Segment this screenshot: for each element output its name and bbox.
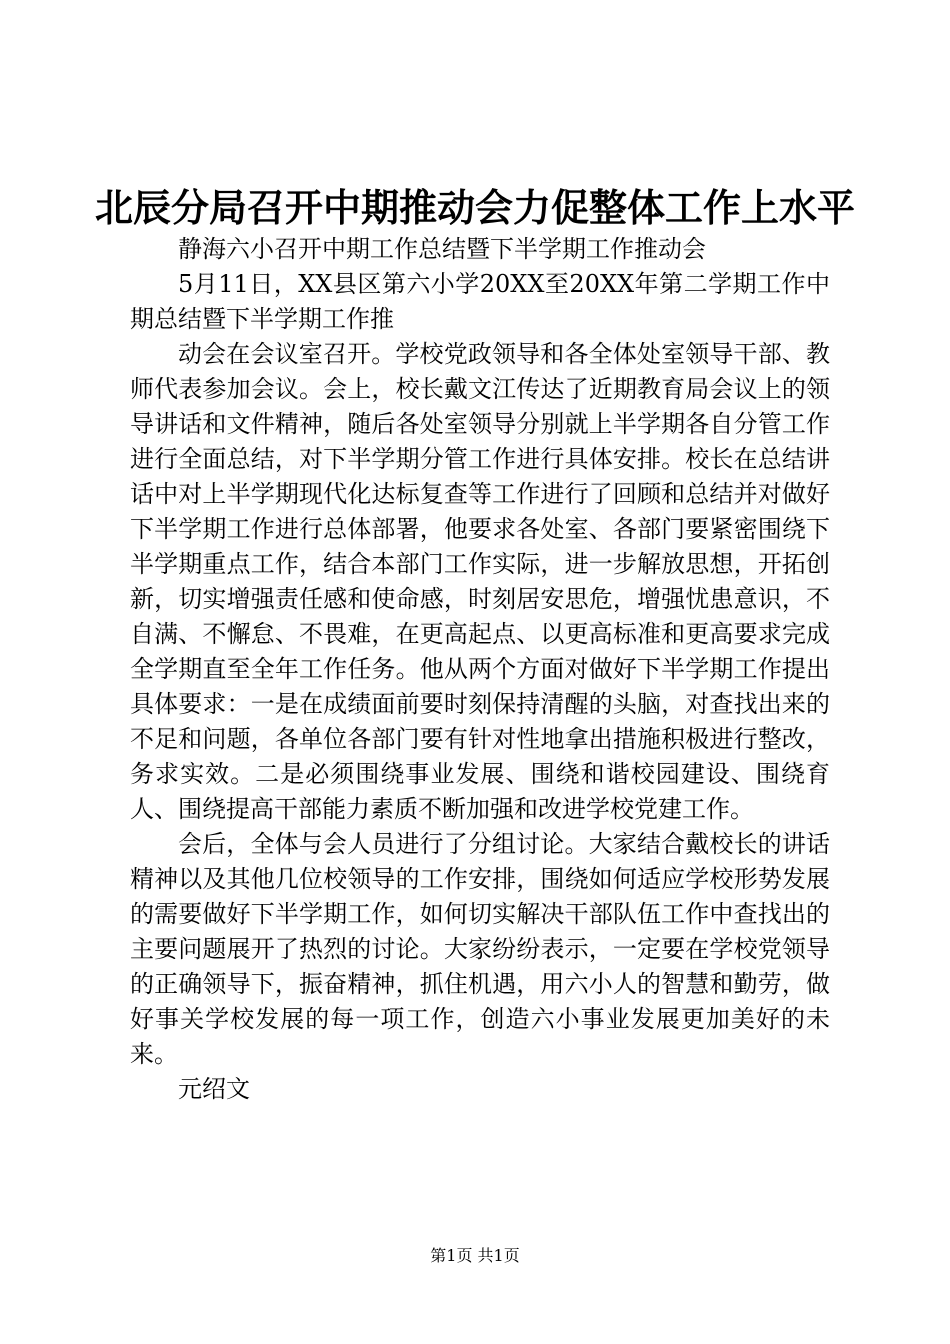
paragraph-discussion: 会后，全体与会人员进行了分组讨论。大家结合戴校长的讲话精神以及其他几位校领导的工作安排，围绕如何适应学校形势发展的需要做好下半学期工作，如何切实解决干部队伍工作中查找出的主要问题展开了热烈的讨论。大家纷纷表示，一定要在学校党领导的正确领导下，振奋精神，抓住机遇，用六小人的智慧和勤劳，做好事关学校发展的每一项工作，创造六小事业发展更加美好的未来。 [130, 830, 830, 1068]
document-body [130, 232, 830, 1107]
paragraph-meeting-details: 动会在会议室召开。学校党政领导和各全体处室领导干部、教师代表参加会议。会上，校长戴文江传达了近期教育局会议上的领导讲话和文件精神，随后各处室领导分别就上半学期各自分管工作进行全面总结，对下半学期分管工作进行具体安排。校长在总结讲话中对上半学期现代化达标复查等工作进行了回顾和总结并对做好下半学期工作进行总体部署，他要求各处室、各部门要紧密围绕下半学期重点工作，结合本部门工作实际，进一步解放思想，开拓创新，切实增强责任感和使命感，时刻居安思危，增强忧患意识，不自满、不懈怠、不畏难，在更高起点、以更高标准和更高要求完成全学期直至全年工作任务。他从两个方面对做好下半学期工作提出具体要求：一是在成绩面前要时刻保持清醒的头脑，对查找出来的不足和问题，各单位各部门要有针对性地拿出措施积极进行整改，务求实效。二是必须围绕事业发展、围绕和谐校园建设、围绕育人、围绕提高干部能力素质不断加强和改进学校党建工作。 [130, 340, 830, 823]
paragraph-subtitle: 静海六小召开中期工作总结暨下半学期工作推动会 [178, 235, 706, 263]
page-footer: 第1页 共1页 [430, 1246, 520, 1265]
paragraph-date-intro: 5月11日，XX县区第六小学20XX至20XX年第二学期工作中期总结暨下半学期工作推 [130, 270, 830, 333]
paragraph-author: 元绍文 [178, 1075, 250, 1103]
document-title: 北辰分局召开中期推动会力促整体工作上水平 [94, 185, 855, 230]
